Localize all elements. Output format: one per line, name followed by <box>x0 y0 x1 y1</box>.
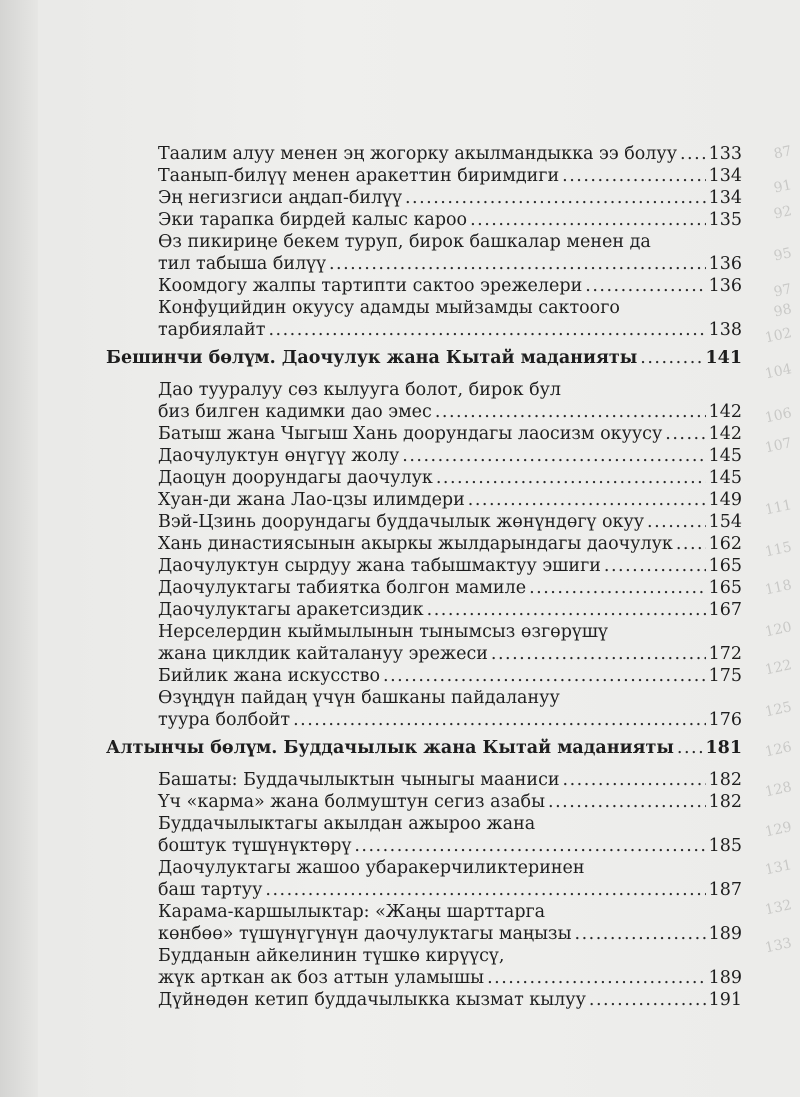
toc-entry <box>158 665 742 687</box>
ghost-number: 126 <box>763 739 794 761</box>
toc-entry <box>158 835 742 857</box>
ghost-number: 98 <box>772 301 794 321</box>
toc-entry-title-line1: Будданын айкелинин түшкө кирүүсү, <box>158 946 505 966</box>
dot-leader <box>435 401 706 423</box>
dot-leader <box>604 555 706 577</box>
toc-entry-title: Коомдогу жалпы тартипти сактоо эрежелери <box>158 276 583 296</box>
toc-entry <box>158 769 742 791</box>
toc-entry-title: Эки тарапка бирдей калыс кароо <box>158 210 468 230</box>
dot-leader <box>383 665 706 687</box>
toc-entry <box>158 445 742 467</box>
toc-entry-title: тарбиялайт <box>158 320 266 340</box>
ghost-number: 122 <box>763 657 794 679</box>
ghost-number: 131 <box>763 857 794 879</box>
toc-entry-page: 134 <box>708 188 742 208</box>
dot-leader <box>589 989 706 1011</box>
dot-leader <box>665 423 705 445</box>
toc-entry-page: 189 <box>708 968 742 988</box>
ghost-number: 111 <box>763 497 794 519</box>
toc-entry-title: Эң негизгиси аңдап-билүү <box>158 188 402 208</box>
ghost-number: 102 <box>763 325 794 347</box>
dot-leader <box>265 879 705 901</box>
dot-leader <box>563 769 706 791</box>
toc-entry <box>158 989 742 1011</box>
dot-leader <box>585 275 705 297</box>
chapter-heading <box>106 737 742 759</box>
chapter-page: 181 <box>705 738 742 758</box>
chapter-title: Алтынчы бөлүм. Буддачылык жана Кытай маданияты <box>106 738 674 758</box>
toc-entry-page: 165 <box>708 556 742 576</box>
ghost-number: 91 <box>772 177 794 197</box>
dot-leader <box>293 709 706 731</box>
toc-entry-page: 172 <box>708 644 742 664</box>
toc-entry-title: Үч «карма» жана болмуштун сегиз азабы <box>158 792 546 812</box>
toc-entry-page: 145 <box>708 468 742 488</box>
toc-entry-page: 149 <box>708 490 742 510</box>
toc-entry-title: көнбөө» түшүнүгүнүн даочулуктагы маңызы <box>158 924 572 944</box>
toc-entry <box>158 423 742 445</box>
ghost-number: 125 <box>763 699 794 721</box>
dot-leader <box>487 967 706 989</box>
toc-entry <box>158 253 742 275</box>
toc-entry <box>158 467 742 489</box>
toc-entry-page: 136 <box>708 254 742 274</box>
toc-entry <box>158 643 742 665</box>
toc-entry-page: 185 <box>708 836 742 856</box>
dot-leader <box>680 143 706 165</box>
toc-entry-page: 142 <box>708 424 742 444</box>
ghost-number: 115 <box>763 539 794 561</box>
toc-entry <box>158 511 742 533</box>
toc-entry <box>158 923 742 945</box>
ghost-number: 118 <box>763 577 794 599</box>
ghost-number: 106 <box>763 405 794 427</box>
toc-entry-title-line1: Буддачылыктагы акылдан ажыроо жана <box>158 814 536 834</box>
ghost-number: 129 <box>763 819 794 841</box>
chapter-heading <box>106 347 742 369</box>
toc-entry <box>158 533 742 555</box>
dot-leader <box>562 165 705 187</box>
dot-leader <box>677 737 703 759</box>
toc-entry-page: 176 <box>708 710 742 730</box>
ghost-number: 104 <box>763 361 794 383</box>
toc-entry-page: 191 <box>708 990 742 1010</box>
toc-entry <box>158 319 742 341</box>
toc-entry-page: 154 <box>708 512 742 532</box>
toc-entry-page: 182 <box>708 770 742 790</box>
toc-entry-title-line1: Карама-каршылыктар: «Жаңы шарттарга <box>158 902 546 922</box>
toc-entry-page: 189 <box>708 924 742 944</box>
toc-entry-title: баш тартуу <box>158 880 263 900</box>
toc-entry-title: Дүйнөдөн кетип буддачылыкка кызмат кылуу <box>158 990 586 1010</box>
toc-entry-page: 134 <box>708 166 742 186</box>
toc-entry-page: 182 <box>708 792 742 812</box>
toc-entry <box>158 209 742 231</box>
toc-entry-title-line1: Дао тууралуу сөз кылууга болот, бирок бул <box>158 380 562 400</box>
ghost-number: 120 <box>763 619 794 641</box>
toc-entry <box>158 187 742 209</box>
toc-entry-page: 165 <box>708 578 742 598</box>
dot-leader <box>405 187 706 209</box>
dot-leader <box>529 577 706 599</box>
toc-entry-title: тил табыша билүү <box>158 254 326 274</box>
toc-entry-page: 162 <box>708 534 742 554</box>
toc-entry-title: Даочулуктагы аракетсиздик <box>158 600 424 620</box>
dot-leader <box>402 445 705 467</box>
toc-entry <box>158 555 742 577</box>
toc-entry-page: 138 <box>708 320 742 340</box>
toc-entry <box>158 401 742 423</box>
ghost-number: 132 <box>763 897 794 919</box>
toc-entry-title-line1: Нерселердин кыймылынын тынымсыз өзгөрүшү <box>158 622 608 642</box>
toc-entry-title: Даочулуктун сырдуу жана табышмактуу эшиги <box>158 556 601 576</box>
ghost-number: 107 <box>763 435 794 457</box>
toc-entry <box>158 967 742 989</box>
dot-leader <box>470 209 706 231</box>
toc-entry <box>158 143 742 165</box>
dot-leader <box>329 253 706 275</box>
dot-leader <box>548 791 706 813</box>
toc-entry-title-line1: Өз пикириңе бекем туруп, бирок башкалар менен да <box>158 232 651 252</box>
toc-entry <box>158 791 742 813</box>
toc-entry-title-line1: Конфуцийдин окуусу адамды мыйзамды сактоого <box>158 298 620 318</box>
dot-leader <box>640 347 702 369</box>
toc-entry-title: Даоцун доорундагы даочулук <box>158 468 433 488</box>
toc-entry-title: Таанып-билүү менен аракеттин биримдиги <box>158 166 560 186</box>
toc-entry <box>158 165 742 187</box>
toc-entry-title: биз билген кадимки дао эмес <box>158 402 432 422</box>
toc-entry-title: жүк арткан ак боз аттын уламышы <box>158 968 485 988</box>
toc-entry <box>158 879 742 901</box>
dot-leader <box>491 643 706 665</box>
toc-entry-title: Хуан-ди жана Лао-цзы илимдери <box>158 490 465 510</box>
ghost-number: 92 <box>772 203 794 223</box>
toc-entry-title: Башаты: Буддачылыктын чыныгы мааниси <box>158 770 560 790</box>
dot-leader <box>468 489 706 511</box>
toc-entry <box>158 489 742 511</box>
chapter-title: Бешинчи бөлүм. Даочулук жана Кытай маданияты <box>106 348 638 368</box>
toc-entry-page: 167 <box>708 600 742 620</box>
toc-entry-title: Таалим алуу менен эң жогорку акылмандыкка ээ болуу <box>158 144 677 164</box>
dot-leader <box>427 599 706 621</box>
toc-entry-title: Даочулуктун өнүгүү жолу <box>158 446 400 466</box>
toc-entry-title: боштук түшүнүктөрү <box>158 836 352 856</box>
ghost-number: 133 <box>763 935 794 957</box>
toc-entry <box>158 709 742 731</box>
toc-entry-title: Батыш жана Чыгыш Хань доорундагы лаосизм окуусу <box>158 424 663 444</box>
toc-entry-title: жана циклдик кайталануу эрежеси <box>158 644 488 664</box>
toc-entry-title: Бийлик жана искусство <box>158 666 381 686</box>
toc-entry-page: 187 <box>708 880 742 900</box>
toc-entry-title: Даочулуктагы табиятка болгон мамиле <box>158 578 527 598</box>
toc-entry <box>158 577 742 599</box>
toc-entry <box>158 275 742 297</box>
dot-leader <box>436 467 706 489</box>
dot-leader <box>268 319 705 341</box>
dot-leader <box>647 511 706 533</box>
dot-leader <box>575 923 706 945</box>
toc-entry-page: 175 <box>708 666 742 686</box>
ghost-number: 97 <box>772 281 794 301</box>
toc-entry-title-line1: Өзүңдүн пайдаң үчүн башканы пайдалануу <box>158 688 560 708</box>
toc-entry <box>158 599 742 621</box>
ghost-number: 87 <box>772 143 794 163</box>
toc-entry-title: туура болбойт <box>158 710 291 730</box>
dot-leader <box>676 533 706 555</box>
toc-entry-title: Хань династиясынын акыркы жылдарындагы даочулук <box>158 534 673 554</box>
ghost-number: 95 <box>772 245 794 265</box>
toc-entry-page: 136 <box>708 276 742 296</box>
toc-entry-page: 133 <box>708 144 742 164</box>
dot-leader <box>354 835 705 857</box>
toc-entry-page: 142 <box>708 402 742 422</box>
toc-entry-title-line1: Даочулуктагы жашоо убаракерчиликтеринен <box>158 858 585 878</box>
toc-entry-page: 145 <box>708 446 742 466</box>
chapter-page: 141 <box>705 348 742 368</box>
toc-entry-page: 135 <box>708 210 742 230</box>
ghost-number: 128 <box>763 779 794 801</box>
toc-entry-title: Вэй-Цзинь доорундагы буддачылык жөнүндөгү окуу <box>158 512 645 532</box>
